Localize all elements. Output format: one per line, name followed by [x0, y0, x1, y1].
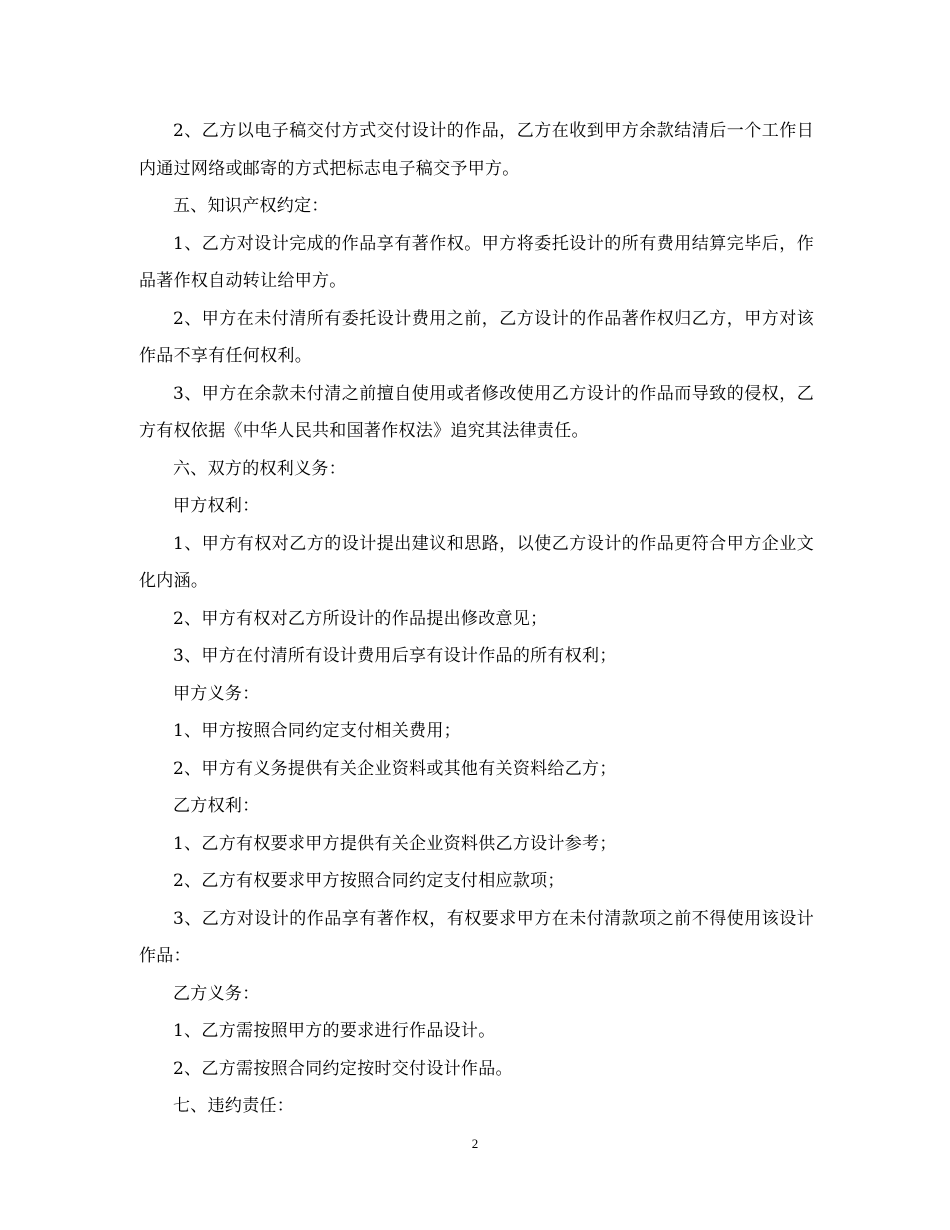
paragraph-party-a-obligation-2: 2、甲方有义务提供有关企业资料或其他有关资料给乙方；: [173, 758, 617, 779]
subheading-party-b-rights: 乙方权利：: [173, 796, 260, 816]
paragraph-party-b-right-3: 3、乙方对设计的作品享有著作权，有权要求甲方在未付清款项之前不得使用该设计作品：: [139, 908, 814, 966]
subheading-party-b-obligations: 乙方义务：: [173, 983, 260, 1004]
page-number: 2: [471, 1136, 479, 1151]
subheading-party-a-rights: 甲方权利：: [173, 496, 260, 516]
paragraph-party-b-right-2: 2、乙方有权要求甲方按照合同约定支付相应款项；: [173, 871, 565, 891]
paragraph-party-b-right-1: 1、乙方有权要求甲方提供有关企业资料供乙方设计参考；: [173, 833, 617, 854]
paragraph-delivery-clause-2: 2、乙方以电子稿交付方式交付设计的作品，乙方在收到甲方余款结清后一个工作日内通过网络或邮寄的方式把标志电子稿交予甲方。: [139, 121, 814, 179]
paragraph-party-b-obligation-1: 1、乙方需按照甲方的要求进行作品设计。: [173, 1021, 496, 1041]
section-heading-rights-obligations: 六、双方的权利义务：: [173, 458, 346, 479]
paragraph-ip-clause-3: 3、甲方在余款未付清之前擅自使用或者修改使用乙方设计的作品而导致的侵权，乙方有权依据《中华人民共和国著作权法》追究其法律责任。: [139, 383, 814, 441]
document-body: [139, 113, 814, 1126]
section-heading-breach-liability: 七、违约责任：: [173, 1096, 295, 1116]
paragraph-party-a-right-2: 2、甲方有权对乙方所设计的作品提出修改意见；: [173, 608, 548, 629]
paragraph-party-a-right-1: 1、甲方有权对乙方的设计提出建议和思路，以使乙方设计的作品更符合甲方企业文化内涵。: [139, 533, 814, 591]
paragraph-party-b-obligation-2: 2、乙方需按照合同约定按时交付设计作品。: [173, 1058, 513, 1079]
subheading-party-a-obligations: 甲方义务：: [173, 683, 260, 704]
paragraph-ip-clause-1: 1、乙方对设计完成的作品享有著作权。甲方将委托设计的所有费用结算完毕后，作品著作权自动转让给甲方。: [139, 233, 814, 291]
paragraph-party-a-obligation-1: 1、甲方按照合同约定支付相关费用；: [173, 721, 461, 741]
paragraph-ip-clause-2: 2、甲方在未付清所有委托设计费用之前，乙方设计的作品著作权归乙方，甲方对该作品不享有任何权利。: [139, 308, 814, 366]
section-heading-ip: 五、知识产权约定：: [173, 196, 329, 216]
paragraph-party-a-right-3: 3、甲方在付清所有设计费用后享有设计作品的所有权利；: [173, 646, 617, 666]
